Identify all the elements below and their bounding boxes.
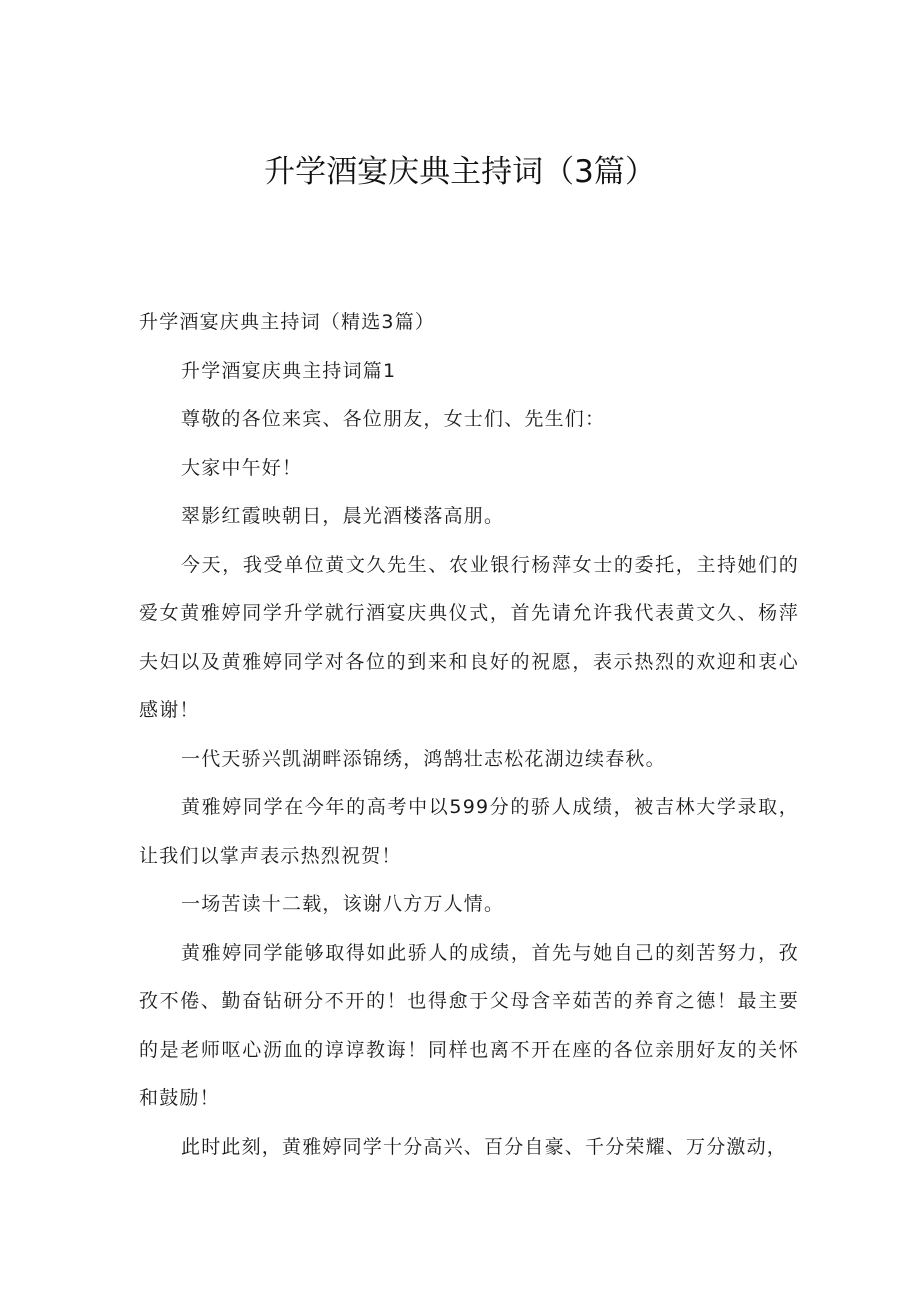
document-body xyxy=(139,298,799,1171)
document-title: 升学酒宴庆典主持词（3篇） xyxy=(264,154,656,190)
paragraph-couplet-2: 一代天骄兴凯湖畔添锦绣，鸿鹄壮志松花湖边续春秋。 xyxy=(181,747,666,770)
paragraph-couplet-3: 一场苦读十二载，该谢八方万人情。 xyxy=(181,893,505,915)
paragraph-hello: 大家中午好！ xyxy=(181,456,303,479)
paragraph-introduction: 今天，我受单位黄文久先生、农业银行杨萍女士的委托，主持她们的爱女黄雅婷同学升学就行酒宴庆典仪式，首先请允许我代表黄文久、杨萍夫妇以及黄雅婷同学对各位的到来和良好的祝愿，表示热烈的欢迎和衷心感谢！ xyxy=(139,553,799,721)
paragraph-couplet-1: 翠影红霞映朝日，晨光酒楼落高朋。 xyxy=(181,505,505,527)
paragraph-closing: 此时此刻，黄雅婷同学十分高兴、百分自豪、千分荣耀、万分激动， xyxy=(181,1135,788,1158)
paragraph-greeting: 尊敬的各位来宾、各位朋友，女士们、先生们： xyxy=(181,408,606,430)
paragraph-gratitude: 黄雅婷同学能够取得如此骄人的成绩，首先与她自己的刻苦努力，孜孜不倦、勤奋钻研分不开的！也得愈于父母含辛茹苦的养育之德！最主要的是老师呕心沥血的谆谆教诲！同样也离不开在座的各位亲朋好友的关怀和鼓励！ xyxy=(139,941,799,1109)
paragraph-achievement: 黄雅婷同学在今年的高考中以599分的骄人成绩，被吉林大学录取，让我们以掌声表示热烈祝贺！ xyxy=(139,796,799,867)
paragraph-subtitle: 升学酒宴庆典主持词（精选3篇） xyxy=(139,311,436,333)
paragraph-section-heading: 升学酒宴庆典主持词篇1 xyxy=(181,359,397,382)
